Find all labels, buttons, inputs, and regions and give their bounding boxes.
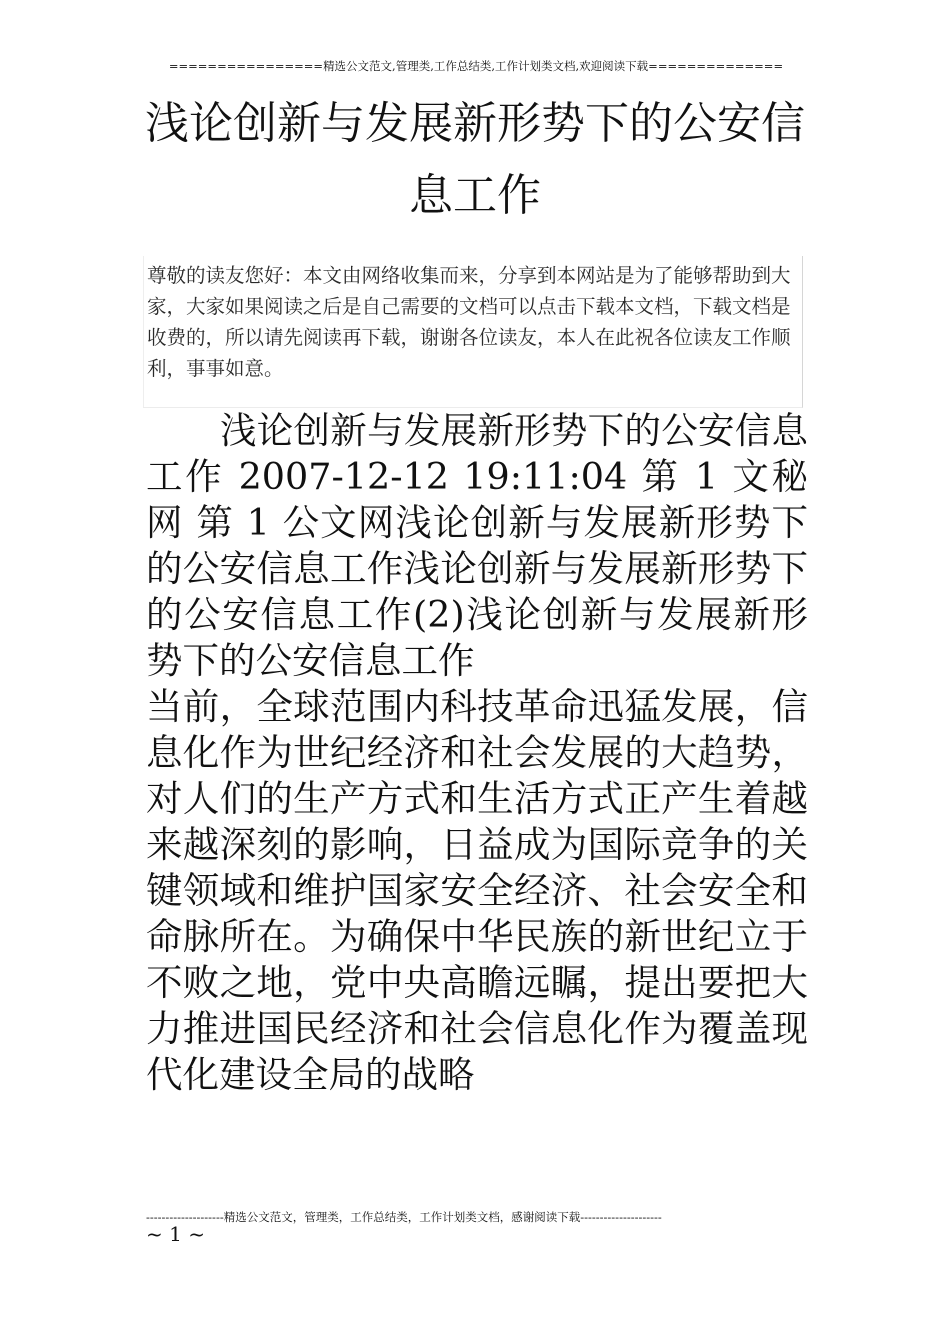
header-banner: ================精选公文范文,管理类,工作总结类,工作计划类文档,欢迎阅读下载============== xyxy=(168,59,784,73)
page-number: ~ 1 ~ xyxy=(146,1222,205,1246)
body-paragraph-1: 浅论创新与发展新形势下的公安信息工作 2007-12-12 19:11:04 第 1 文秘网 第 1 公文网浅论创新与发展新形势下的公安信息工作浅论创新与发展新形势下的公安信息工作(2)浅论创新与发展新形势下的公安信息工作 xyxy=(146,409,808,682)
title-line-1: 浅论创新与发展新形势下的公安信 xyxy=(145,98,805,149)
reader-notice-box: 尊敬的读友您好：本文由网络收集而来，分享到本网站是为了能够帮助到大家，大家如果阅读之后是自己需要的文档可以点击下载本文档，下载文档是收费的，所以请先阅读再下载，谢谢各位读友，本人在此祝各位读友工作顺利，事事如意。 xyxy=(143,256,803,408)
title-line-2: 息工作 xyxy=(409,170,541,221)
footer-banner: --------------------精选公文范文，管理类，工作总结类，工作计划类文档，感谢阅读下载--------------------- xyxy=(146,1210,662,1224)
document-title xyxy=(120,88,830,232)
body-paragraph-2: 当前，全球范围内科技革命迅猛发展，信息化作为世纪经济和社会发展的大趋势，对人们的生产方式和生活方式正产生着越来越深刻的影响，日益成为国际竞争的关键领域和维护国家安全经济、社会安全和命脉所在。为确保中华民族的新世纪立于不败之地，党中央高瞻远瞩，提出要把大力推进国民经济和社会信息化作为覆盖现代化建设全局的战略 xyxy=(146,685,808,1096)
document-body xyxy=(146,408,808,1098)
